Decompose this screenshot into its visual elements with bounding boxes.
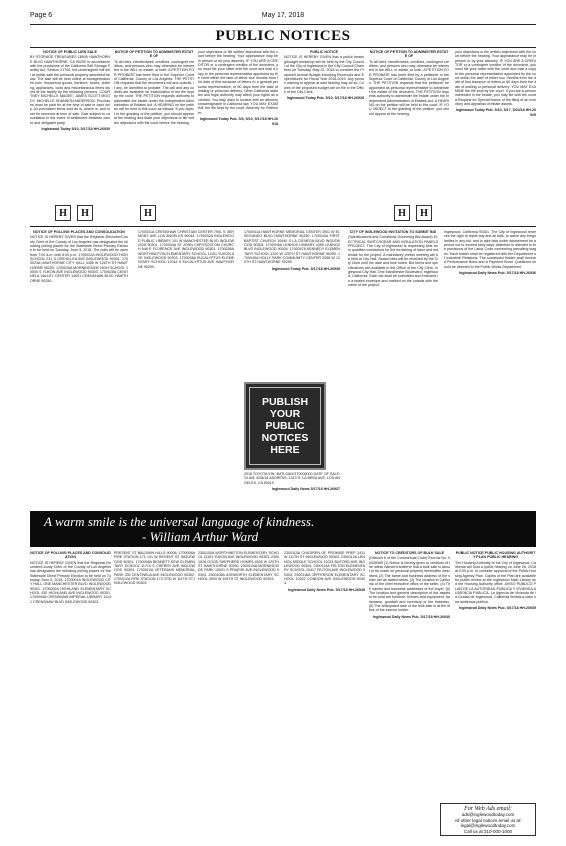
quote-banner <box>30 511 536 547</box>
header-rule <box>30 24 536 25</box>
title-rule <box>30 47 536 48</box>
notice-body: NOTICE IS HEREBY GIVEN that a public hearing/budget workshop will be held by the City Council of the City of Inglewood in the City Council Chambers on Tuesday, May 22, 2018 to consider the Proposed Annual Budget including Revenues and Expenditures for Fiscal Year 2018-2019. Any person wishing to appear at said hearing may do so. Copies of the proposed budget are on file in the Office of the City Clerk. <box>284 55 364 95</box>
notice-reference: Inglewood Daily News Pub. 5/17/18 HH-26935 <box>459 606 536 611</box>
notice-body: NOTICE IS HEREBY GIVEN that the Registrar-Recorder/County Clerk of the County of Los Angeles has designated the following polling places for the Statewide Direct Primary Election to be held on Tuesday, June 5, 2018. The polls will be open from 7:00 a.m. until 8:00 p.m. 1700022A INGLEWOOD HIGH SCHOOL 231 S GREVILLEA AVE INGLEWOOD 90301. 1700023A HAWTHORNE CITY HALL 4455 W 126TH ST HAWTHORNE 90250. 1700025A MORNINGSIDE HIGH SCHOOL 10500 S YUKON AVE INGLEWOOD 90303. 1700028A CENTINELA VALLEY CENTER 14001 CRENSHAW BLVD HAWTHORNE 90250. <box>30 235 128 283</box>
notice-column <box>284 50 364 222</box>
notice-column <box>138 230 234 508</box>
notice-reference: Inglewood Today Pub. 5/3, 5/10, 5/17/18 HH-26918 <box>199 117 278 126</box>
notice-body: 1700031A CRENSHAW CHRISTIAN CENTER 7901 S VERMONT AVE LOS ANGELES 90044. 1700032A INGLEWOOD PUBLIC LIBRARY 101 W MANCHESTER BLVD INGLEWOOD 90301. 1700034A ST JOHN CHRYSOSTOM CHURCH 546 E FLORENCE AVE INGLEWOOD 90301. 1700036A WORTHINGTON ELEMENTARY SCHOOL 11101 YUKON AVE INGLEWOOD 90303. 1700038A EUCALYPTUS ELEMENTARY SCHOOL 12044 S EUCALYPTUS AVE HAWTHORNE 90250. <box>138 230 234 269</box>
notice-title: NOTICE TO CREDITORS OF BULK SALE <box>374 551 445 555</box>
notice-column <box>444 230 536 508</box>
quote-author: - William Arthur Ward <box>142 529 259 544</box>
notice-column <box>244 472 340 508</box>
notice-body: 2300100A WORTHINGTON ELEMENTARY SCHOOL 11101 YUKON AVE INGLEWOOD 90303. 2300102A GOOD SHEPHERD HOMES 4525 W 120TH ST HAWTHORNE 90250. 2300104A MORNINGSIDE PARK 10001 S PRAIRIE AVE INGLEWOOD 90303. 2300106A ASHWORTH ELEMENTARY SCHOOL 3000 W 105TH ST INGLEWOOD 90303. <box>198 551 279 582</box>
legal-notice-icon: H <box>77 205 93 221</box>
notice-reference: Inglewood Today Pub. 5/10, 5/17, 5/24/18 HH-26929 <box>455 108 536 117</box>
notice-reference: Inglewood Daily News Pub. 5/17/18 HH-26936 <box>459 271 536 276</box>
notice-body: BY STORAGE TREASURES 18905 HAWTHORNE BLVD HAWTHORNE, CA 90250 In accordance with the provisions of the California Self Storage Facility Act, Section 21700, the undersigned will sell at public sale the personal property described below. The sale will be held online at storagetreasures.com. Household goods, furniture, boxes, clothing, appliances, tools and miscellaneous items stored at the facility by the following persons. COURTNEY MICHELLE MAGEE, JAMES SCOTT MOODY, MICHELLE SHANNON ANDERSON. Purchases must be paid for at the time of sale in cash only. All purchased items sold as is, where is, and must be removed at time of sale. Sale subject to cancellation in the event of settlement between owner and obligated party. <box>30 55 110 125</box>
notice-column <box>369 551 450 836</box>
notice-title: NOTICE OF PUBLIC LIEN SALE <box>43 50 97 54</box>
ad-line: All other legal notices email us at: <box>454 817 522 823</box>
page-number: Page 6 <box>30 12 53 19</box>
notice-reference: Inglewood Today 5/10, 5/17/18 HH-26930 <box>41 126 110 131</box>
publish-line: HERE <box>270 444 300 456</box>
notice-body: (Specifications and Conditions Governing Bid Award) ELECTRICAL SWITCHGEAR AND INSULATION PANELS PROJECT. The City of Inglewood is requesting bids from qualified contractors for the furnishing of labor and materials for the project. A mandatory prebid meeting will be held at City Hall. Sealed bids will be received by the City Clerk until the date and time noted. Bid forms and specifications are available in the Office of the City Clerk, Inglewood City Hall, One Manchester Boulevard, Inglewood, California. Each bid shall be submitted and enclosed in a sealed envelope and marked on the outside with the name of the project. <box>348 235 438 288</box>
notice-column <box>30 50 110 222</box>
notice-body: The Housing Authority of the City of Inglewood, California will hold a public hearing on June 26, 2018 at 2:00 p.m. to consider approval of the Public Housing Agency Plan. Copies of the Plan are available for public review at the Inglewood Main Library and the Housing Authority office. AVISO PUBLICO PLAN DE LA AUTORIDAD PUBLICA Y VIVIENDA AUDIENCIA PUBLICA. La Agencia de Vivienda de la Ciudad de Inglewood, California llevara a cabo una audiencia publica. <box>455 560 536 604</box>
page-header <box>30 12 536 24</box>
notice-title: NOTICE OF POLLING PLACES AND CONSOLIDATION <box>33 230 125 234</box>
notice-body: NOTICE IS HEREBY GIVEN that the Registrar-Recorder/County Clerk of the County of Los Angeles has designated the following polling places for the Statewide Direct Primary Election to be held on Tuesday, June 5, 2018. 1700001A INGLEWOOD CITY HALL ONE MANCHESTER BLVD INGLEWOOD 90301. 1700002A HIGHLAND ELEMENTARY SCHOOL 430 HIGHLAND AVE INGLEWOOD 90301. 1700004A CRENSHAW-IMPERIAL LIBRARY 11141 CRENSHAW BLVD INGLEWOOD 90303. <box>30 560 111 604</box>
notice-column <box>455 551 536 799</box>
ad-line: ads@inglewoodtoday.com <box>461 812 515 818</box>
notice-body: PRESENT ST BALDWIN HILLS 90008. 1700006A FIRE STATION 171 141 W REGENT ST INGLEWOOD 90301. 1700008A BENNETT-KEW ELEMENTARY SCHOOL 11710 S CHERRY AVE INGLEWOOD 90303. 1700010A VETERANS MEMORIAL PARK 330 CENTINELA AVE INGLEWOOD 90302. 1700012A FIRE STATION 173 3700 W 111TH ST INGLEWOOD 90303. <box>114 551 195 586</box>
contact-ad <box>440 803 536 836</box>
notice-body: To all heirs, beneficiaries, creditors, contingent creditors, and persons who may otherwise be interested in the WILL or estate, or both. A PETITION FOR PROBATE has been filed by a petitioner in the Superior Court of California, County of Los Angeles. THE PETITION requests that the petitioner be appointed as personal representative to administer the estate of the decedent. THE PETITION requests authority to administer the estate under the Independent Administration of Estates Act. A HEARING on the petition will be held in this court. IF YOU OBJECT to the granting of the petition, you should appear at the hearing. <box>369 59 449 116</box>
quote-text: A warm smile is the universal language of kindness. <box>44 514 315 529</box>
issue-date: May 17, 2018 <box>261 12 305 19</box>
notice-column <box>455 50 536 222</box>
notice-title: NOTICE OF POLLING PLACES AND CONSOLIDATION <box>30 551 111 560</box>
notice-body: your objections or file written objections with the court before the hearing. Your appearance may be in person or by your attorney. IF YOU ARE A CREDITOR or a contingent creditor of the decedent, you must file your claim with the court and mail a copy to the personal representative appointed by the court within the later of either four months from the date of first issuance of letters to a general personal representative, or 60 days from the date of mailing or personal delivery. Other California statutes and legal authority may affect your rights as a creditor. You may want to consult with an attorney knowledgeable in California law. YOU MAY EXAMINE the file kept by the court. Attorney for Petitioner. <box>198 50 278 115</box>
legal-notice-icon: H <box>140 205 156 221</box>
notice-body: 1700041A HAWTHORNE MEMORIAL CENTER 3901 W EL SEGUNDO BLVD HAWTHORNE 90250. 1700043A FIRST BAPTIST CHURCH 10940 S LA CIENEGA BLVD INGLEWOOD 90304. 1700045A LENNOX LIBRARY 4359 LENNOX BLVD INGLEWOOD 90304. 1700047A KENNEDY ELEMENTARY SCHOOL 1320 W 125TH ST HAWTHORNE 90250. 1700049A HOLLY PARK COMMUNITY CENTER 2058 W 120TH ST HAWTHORNE 90250. <box>244 230 340 265</box>
notice-column <box>198 551 279 836</box>
notice-column <box>114 551 195 836</box>
publish-line: NOTICES <box>261 432 309 444</box>
notice-body: Inglewood, California 90301. The City of Inglewood reserves the right to reject any and all bids, to waive any irregularities in any bid, and to take bids under advisement for a period not to exceed sixty days. Attention is directed to the provisions of the Labor Code concerning prevailing wages. Each bidder shall be registered with the Department of Industrial Relations. The successful bidder shall furnish a Performance Bond and a Payment Bond. Questions should be directed to the Public Works Department. <box>444 230 536 269</box>
notice-column <box>284 551 365 836</box>
publish-line: YOUR <box>269 408 301 420</box>
notice-body: (Division 6 of the Commercial Code) Escrow No. 00026989 (1) Notice is hereby given to creditors of the within named transferor that a bulk sale is about to be made on personal property hereinafter described. (2) The name and business address of the seller are as stated below. (3) The location in California of the chief executive office of the seller. (4) The names and business addresses of the buyer. (5) The location and general description of the assets to be sold are furniture, fixtures and equipment, tradename, goodwill and inventory of the business. (6) The anticipated date of the bulk sale is at the office of the escrow holder. <box>369 556 450 613</box>
notice-reference: Inglewood Daily News Pub. 5/17/18 HH-26938 <box>288 587 365 592</box>
notice-reference: Inglewood Today Pub. 5/10, 5/17/18 HH-26928 <box>286 96 364 101</box>
notice-column <box>198 50 278 222</box>
notice-title: PUBLIC NOTICE <box>310 50 338 54</box>
notice-column <box>30 551 111 836</box>
ad-line: For Web Ads email: <box>464 806 512 812</box>
ad-line: legal@inglewoodtoday.com <box>460 823 516 829</box>
notice-body: 2016 TOYOTA VIN: 3MTLSAIXGT0000000 DATE OF SALE: 10 AM, 5/28/18 ADDRESS: 1313 S. LA BREA AVE, LOS ANGELES, CA 90019 <box>244 472 340 485</box>
ad-line: Call us at 310-000-1000 <box>463 828 513 834</box>
publish-line: PUBLISH <box>261 396 309 408</box>
notice-column <box>30 230 128 508</box>
publish-line: PUBLIC <box>265 420 305 432</box>
notice-body: To all heirs, beneficiaries, creditors, contingent creditors, and persons who may otherwise be interested in the WILL or estate, or both. A PETITION FOR PROBATE has been filed in the Superior Court of California, County of Los Angeles. THE PETITION requests that the decedent's will and codicils, if any, be admitted to probate. The will and any codicils are available for examination in the file kept by the court. THE PETITION requests authority to administer the estate under the Independent Administration of Estates Act. A HEARING on the petition will be held in this court as follows. If you object to the granting of the petition, you should appear at the hearing and state your objections or file written objections with the court before the hearing. <box>114 59 194 125</box>
row-divider <box>30 226 536 227</box>
notice-reference: Inglewood Today Pub. 5/17/18 HH-26939 <box>271 266 340 271</box>
publish-notices-ad <box>244 382 326 470</box>
notice-column <box>114 50 194 222</box>
legal-notice-icon: H <box>416 205 432 221</box>
legal-notice-icon: H <box>55 205 71 221</box>
notice-title: NOTICE OF PETITION TO ADMINISTER ESTATE OF <box>369 50 449 59</box>
section-title: PUBLIC NOTICES <box>215 28 351 44</box>
notice-body: your objections or file written objections with the court before the hearing. Your appearance may be in person or by your attorney. IF YOU ARE A CREDITOR or a contingent creditor of the decedent, you must file your claim with the court and mail a copy to the personal representative appointed by the court within the later of either four months from the date of first issuance of letters or 60 days from the date of mailing or personal delivery. YOU MAY EXAMINE the file kept by the court. If you are a person interested in the estate, you may file with the court a Request for Special Notice of the filing of an inventory and appraisal of estate assets. <box>455 50 536 107</box>
notice-title: CITY OF INGLEWOOD INVITATION TO SUBMIT BID <box>349 230 437 234</box>
notice-column <box>369 50 449 222</box>
notice-body: 2300110A CHILDREN OF PROMISE PREP 3411 W 111TH ST INGLEWOOD 90303. 2300112A LENNOX MIDDLE SCHOOL 11033 BUFORD AVE INGLEWOOD 90304. 2300114A FELTON ELEMENTARY SCHOOL 10417 FELTON AVE INGLEWOOD 90304. 2300116A JEFFERSON ELEMENTARY SCHOOL 10322 CONDON AVE INGLEWOOD 90304. <box>284 551 365 586</box>
notice-title: PUBLIC NOTICE PUBLIC HOUSING AUTHORITY PLAN PUBLIC HEARING <box>455 551 536 560</box>
notice-column <box>244 230 340 370</box>
notice-reference: Inglewood Daily News Pub. 5/17/18 HH-26940 <box>373 614 450 619</box>
notice-reference: Inglewood Daily News 5/17/18 HH-26937 <box>271 487 340 492</box>
notice-title: NOTICE OF PETITION TO ADMINISTER ESTATE OF <box>114 50 194 59</box>
legal-notice-icon: H <box>394 205 410 221</box>
notice-column <box>348 230 438 508</box>
